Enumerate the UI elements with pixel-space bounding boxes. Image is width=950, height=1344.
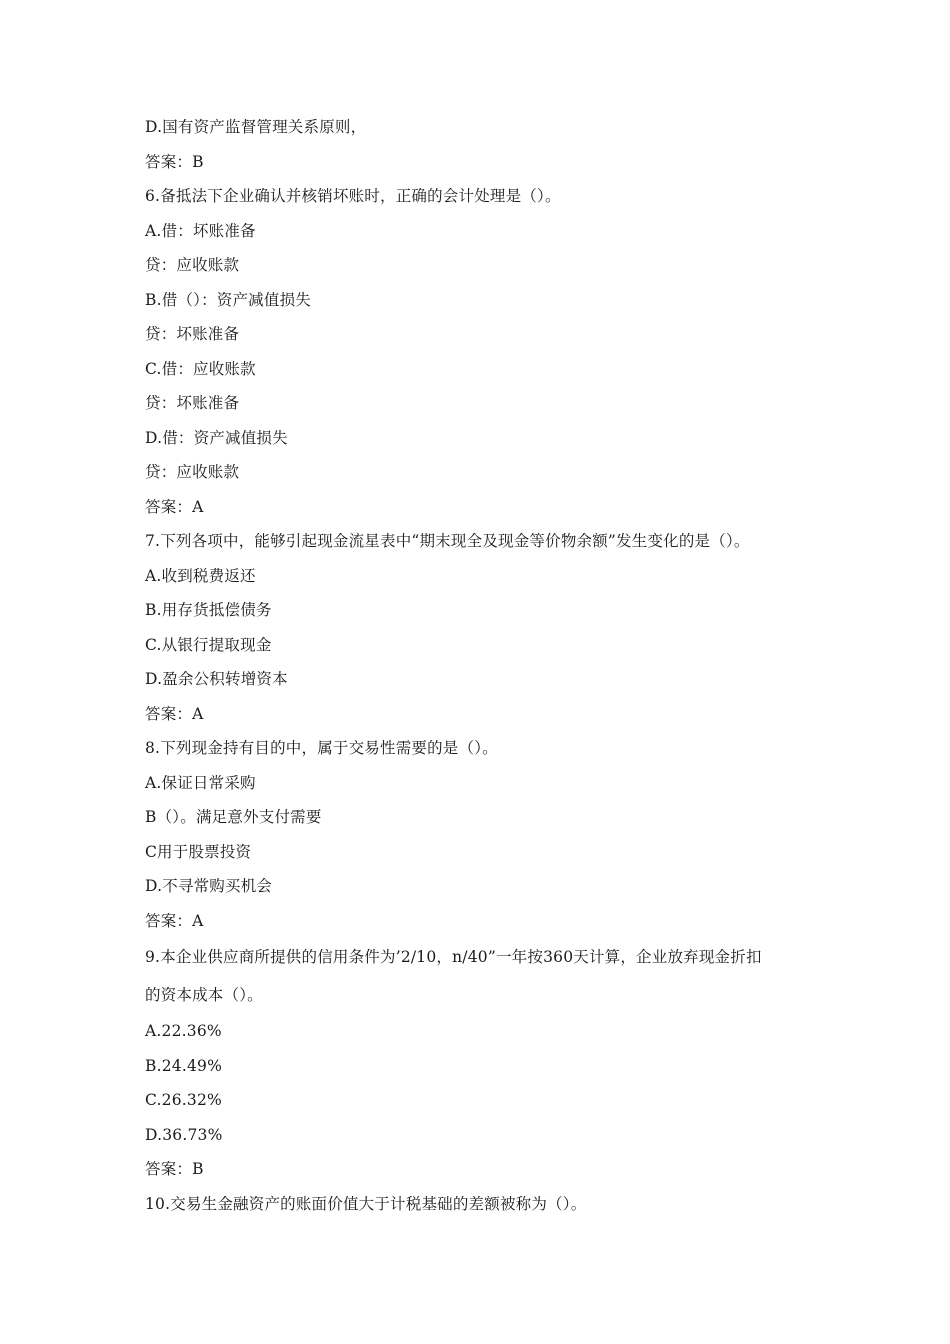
q5-answer: 答案：B bbox=[145, 152, 204, 171]
q6-option-c-debit: C.借：应收账款 bbox=[145, 359, 256, 378]
q6-option-c-credit: 贷：坏账准备 bbox=[145, 394, 240, 412]
q5-option-d: D.国有资产监督管理关系原则， bbox=[145, 118, 367, 136]
q6-answer: 答案：A bbox=[145, 497, 204, 516]
q8-option-c: C用于股票投资 bbox=[145, 842, 252, 861]
q7-option-a: A.收到税费返还 bbox=[145, 566, 256, 585]
q7-option-c: C.从银行提取现金 bbox=[145, 635, 272, 654]
q9-option-d: D.36.73% bbox=[145, 1125, 223, 1144]
q6-option-b-credit: 贷：坏账准备 bbox=[145, 325, 240, 343]
q7-option-b: B.用存货抵偿债务 bbox=[145, 601, 272, 619]
q8-answer: 答案：A bbox=[145, 911, 204, 930]
q6-option-b-debit: B.借（）：资产减值损失 bbox=[145, 290, 311, 309]
q6-option-d-credit: 贷：应收账款 bbox=[145, 463, 240, 481]
q9-option-a: A.22.36% bbox=[145, 1022, 222, 1040]
q8-option-b: B（）。满足意外支付需要 bbox=[145, 808, 322, 826]
q9-question: 9.本企业供应商所提供的信用条件为’2/10，n/40”一年按360天计算，企业放弃现金折扣 bbox=[145, 948, 762, 966]
q9-option-b: B.24.49% bbox=[145, 1056, 223, 1075]
q8-question: 8.下列现金持有目的中，属于交易性需要的是（）。 bbox=[145, 739, 498, 757]
q6-option-d-debit: D.借：资产减值损失 bbox=[145, 428, 288, 447]
q7-answer: 答案：A bbox=[145, 704, 204, 723]
q6-question: 6.备抵法下企业确认并核销坏账时，正确的会计处理是（）。 bbox=[145, 187, 561, 205]
q8-option-a: A.保证日常采购 bbox=[145, 773, 256, 792]
q7-option-d: D.盈余公积转增资本 bbox=[145, 670, 288, 688]
q9-option-c: C.26.32% bbox=[145, 1091, 222, 1109]
q6-option-a-credit: 贷：应收账款 bbox=[145, 256, 240, 274]
q9-answer: 答案：B bbox=[145, 1160, 204, 1178]
q6-option-a-debit: A.借：坏账准备 bbox=[145, 221, 256, 240]
document-page bbox=[145, 110, 825, 1221]
q10-question: 10.交易生金融资产的账面价值大于计税基础的差额被称为（）。 bbox=[145, 1194, 587, 1213]
q7-question: 7.下列各项中，能够引起现金流星表中“期末现全及现金等价物余额”发生变化的是（）。 bbox=[145, 532, 750, 550]
q8-option-d: D.不寻常购买机会 bbox=[145, 877, 273, 895]
q9-question-cont: 的资本成本（）。 bbox=[145, 986, 263, 1004]
